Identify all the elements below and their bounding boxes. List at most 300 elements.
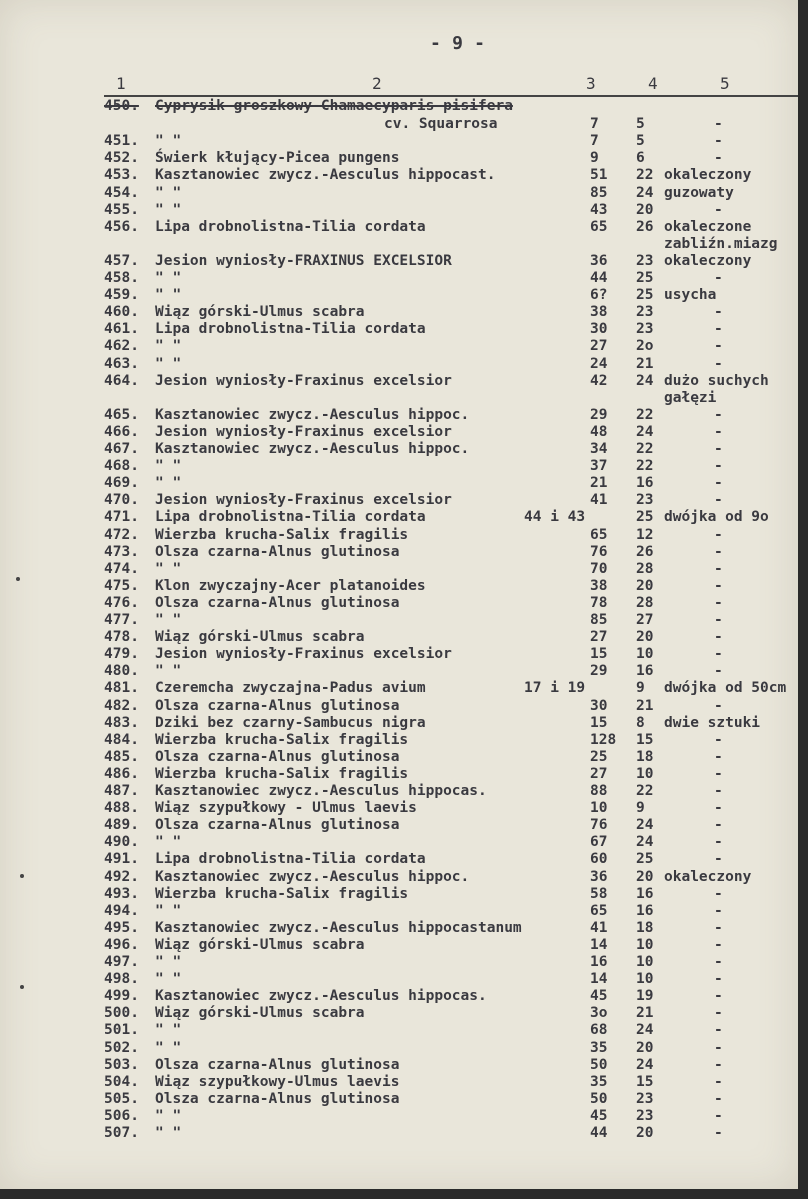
species-name: Olsza czarna-Alnus glutinosa	[155, 748, 400, 765]
trunk-circumference: 29	[590, 663, 608, 680]
species-name: Wiąz górski-Ulmus scabra	[155, 629, 365, 646]
trunk-circumference: 65	[590, 902, 608, 919]
remark: -	[714, 697, 723, 714]
trunk-circumference: 14	[590, 936, 608, 953]
tree-height: 12	[636, 526, 654, 543]
tree-height: 25	[636, 509, 654, 526]
remark-continued: zabliźn.miazg	[664, 235, 778, 252]
species-name: Wierzba krucha-Salix fragilis	[155, 526, 409, 543]
tree-height: 24	[636, 1056, 654, 1073]
remark: dwójka od 9o	[664, 509, 769, 526]
row-number: 464.	[104, 372, 139, 389]
tree-height: 15	[636, 1073, 654, 1090]
tree-height: 22	[636, 441, 654, 457]
remark: -	[714, 1022, 723, 1039]
trunk-circumference: 7	[590, 133, 599, 150]
page-number: - 9 -	[430, 33, 486, 54]
remark: -	[714, 817, 723, 834]
species-name: Olsza czarna-Alnus glutinosa	[155, 594, 400, 611]
species-name: " "	[155, 201, 182, 218]
row-number: 458.	[104, 270, 139, 286]
remark: -	[714, 765, 723, 782]
trunk-circumference: 70	[590, 560, 608, 577]
species-name: Klon zwyczajny-Acer platanoides	[155, 577, 426, 594]
trunk-circumference: 34	[590, 441, 608, 457]
trunk-circumference: 128	[590, 731, 617, 748]
row-number: 499.	[104, 988, 139, 1005]
remark: -	[714, 646, 723, 663]
tree-height: 27	[636, 612, 654, 628]
species-name: " "	[155, 560, 182, 577]
tree-height: 24	[636, 817, 654, 834]
column-header-5: 5	[720, 74, 730, 93]
trunk-circumference: 85	[590, 184, 608, 201]
trunk-circumference: 15	[590, 646, 608, 663]
remark: -	[714, 423, 723, 440]
species-name: Wierzba krucha-Salix fragilis	[155, 731, 409, 748]
remark: okaleczony	[664, 167, 752, 184]
trunk-circumference: 44	[590, 270, 608, 286]
tree-height: 25	[636, 851, 654, 868]
species-name: Dziki bez czarny-Sambucus nigra	[155, 714, 426, 731]
scan-dot	[20, 874, 24, 878]
tree-height: 16	[636, 663, 654, 680]
species-name: Cyprysik groszkowy-Chamaecyparis pisifera	[155, 98, 513, 114]
row-number: 473.	[104, 543, 139, 560]
species-name: Czeremcha zwyczajna-Padus avium	[155, 680, 426, 697]
tree-height: 21	[636, 697, 654, 714]
scan-edge-bottom	[0, 1189, 808, 1199]
tree-height: 23	[636, 321, 654, 338]
trunk-circumference: 25	[590, 748, 608, 765]
diameter-pair: 44 i 43	[524, 509, 586, 526]
trunk-circumference: 50	[590, 1090, 608, 1107]
trunk-circumference: 51	[590, 167, 608, 184]
row-number: 472.	[104, 526, 139, 543]
row-number: 502.	[104, 1039, 139, 1056]
species-name: Lipa drobnolistna-Tilia cordata	[155, 321, 426, 338]
row-number: 479.	[104, 646, 139, 663]
species-name: Kasztanowiec zwycz.-Aesculus hippoc.	[155, 868, 470, 885]
column-header-4: 4	[648, 74, 658, 93]
remark: -	[714, 800, 723, 817]
row-number: 497.	[104, 954, 139, 970]
trunk-circumference: 37	[590, 458, 608, 475]
trunk-circumference: 24	[590, 355, 608, 372]
tree-height: 26	[636, 218, 654, 235]
species-name: Olsza czarna-Alnus glutinosa	[155, 1090, 400, 1107]
tree-height: 22	[636, 167, 654, 184]
tree-height: 25	[636, 287, 654, 304]
row-number: 505.	[104, 1090, 139, 1107]
trunk-circumference: 21	[590, 475, 608, 492]
species-name: Kasztanowiec zwycz.-Aesculus hippoc.	[155, 406, 470, 423]
species-name: " "	[155, 902, 182, 919]
trunk-circumference: 65	[590, 526, 608, 543]
row-number: 465.	[104, 406, 139, 423]
trunk-circumference: 41	[590, 492, 608, 509]
row-number: 475.	[104, 577, 139, 594]
tree-height: 10	[636, 765, 654, 782]
remark: -	[714, 560, 723, 577]
tree-height: 20	[636, 868, 654, 885]
remark: -	[714, 663, 723, 680]
species-name: Kasztanowiec zwycz.-Aesculus hippocas.	[155, 783, 487, 799]
remark: -	[714, 150, 723, 167]
row-number: 493.	[104, 885, 139, 902]
remark: -	[714, 834, 723, 851]
tree-height: 23	[636, 252, 654, 269]
column-header-1: 1	[116, 74, 126, 93]
row-number: 451.	[104, 133, 139, 150]
remark: -	[714, 919, 723, 936]
trunk-circumference: 15	[590, 714, 608, 731]
species-name: " "	[155, 270, 182, 286]
row-number: 457.	[104, 252, 139, 269]
tree-height: 10	[636, 971, 654, 988]
species-name: Kasztanowiec zwycz.-Aesculus hippocastanum	[155, 919, 522, 936]
row-number: 466.	[104, 423, 139, 440]
row-number: 490.	[104, 834, 139, 851]
tree-height: 9	[636, 680, 645, 697]
species-name: Lipa drobnolistna-Tilia cordata	[155, 509, 426, 526]
species-name: " "	[155, 1107, 182, 1124]
species-name: Wiąz szypułkowy-Ulmus laevis	[155, 1073, 400, 1090]
trunk-circumference: 35	[590, 1073, 608, 1090]
trunk-circumference: 65	[590, 218, 608, 235]
trunk-circumference: 43	[590, 201, 608, 218]
remark: dwie sztuki	[664, 714, 761, 731]
tree-height: 23	[636, 304, 654, 321]
trunk-circumference: 85	[590, 612, 608, 628]
tree-height: 8	[636, 714, 645, 731]
tree-height: 20	[636, 1039, 654, 1056]
species-name: Wiąz górski-Ulmus scabra	[155, 1005, 365, 1022]
tree-height: 22	[636, 406, 654, 423]
row-number: 487.	[104, 783, 139, 799]
trunk-circumference: 45	[590, 988, 608, 1005]
trunk-circumference: 30	[590, 697, 608, 714]
trunk-circumference: 38	[590, 577, 608, 594]
trunk-circumference: 10	[590, 800, 608, 817]
trunk-circumference: 58	[590, 885, 608, 902]
row-number: 455.	[104, 201, 139, 218]
trunk-circumference: 68	[590, 1022, 608, 1039]
species-name: Kasztanowiec zwycz.-Aesculus hippocas.	[155, 988, 487, 1005]
tree-height: 20	[636, 201, 654, 218]
tree-height: 26	[636, 543, 654, 560]
tree-height: 10	[636, 646, 654, 663]
remark: -	[714, 458, 723, 475]
tree-height: 16	[636, 885, 654, 902]
trunk-circumference: 9	[590, 150, 599, 167]
row-number: 489.	[104, 817, 139, 834]
trunk-circumference: 6?	[590, 287, 608, 304]
species-name: " "	[155, 1022, 182, 1039]
species-name: " "	[155, 971, 182, 988]
remark: -	[714, 612, 723, 628]
remark: -	[714, 1125, 723, 1141]
tree-height: 23	[636, 1090, 654, 1107]
row-number: 484.	[104, 731, 139, 748]
column-header-3: 3	[586, 74, 596, 93]
trunk-circumference: 45	[590, 1107, 608, 1124]
remark: -	[714, 201, 723, 218]
remark: -	[714, 1056, 723, 1073]
tree-height: 20	[636, 629, 654, 646]
remark: -	[714, 954, 723, 970]
species-name: " "	[155, 1039, 182, 1056]
trunk-circumference: 41	[590, 919, 608, 936]
row-number: 485.	[104, 748, 139, 765]
species-name: " "	[155, 834, 182, 851]
remark: -	[714, 270, 723, 286]
remark: -	[714, 748, 723, 765]
tree-height: 28	[636, 560, 654, 577]
remark-continued: gałęzi	[664, 389, 717, 406]
trunk-circumference: 27	[590, 765, 608, 782]
row-number: 461.	[104, 321, 139, 338]
remark: -	[714, 304, 723, 321]
species-name: " "	[155, 184, 182, 201]
species-name: Wierzba krucha-Salix fragilis	[155, 765, 409, 782]
remark: okaleczony	[664, 252, 752, 269]
tree-height: 22	[636, 458, 654, 475]
row-number: 480.	[104, 663, 139, 680]
row-number: 478.	[104, 629, 139, 646]
species-name: Olsza czarna-Alnus glutinosa	[155, 1056, 400, 1073]
remark: -	[714, 577, 723, 594]
row-number: 476.	[104, 594, 139, 611]
trunk-circumference: 67	[590, 834, 608, 851]
row-number: 469.	[104, 475, 139, 492]
remark: -	[714, 594, 723, 611]
species-name: Jesion wyniosły-FRAXINUS EXCELSIOR	[155, 252, 452, 269]
remark: -	[714, 543, 723, 560]
tree-height: 9	[636, 800, 645, 817]
trunk-circumference: 36	[590, 868, 608, 885]
species-name: Wiąz górski-Ulmus scabra	[155, 304, 365, 321]
tree-height: 16	[636, 475, 654, 492]
tree-height: 2o	[636, 338, 654, 355]
remark: -	[714, 406, 723, 423]
row-number: 501.	[104, 1022, 139, 1039]
tree-height: 5	[636, 116, 645, 133]
species-name: " "	[155, 612, 182, 628]
remark: -	[714, 783, 723, 799]
remark: -	[714, 355, 723, 372]
row-number: 450.	[104, 98, 139, 114]
tree-height: 10	[636, 954, 654, 970]
column-header-2: 2	[372, 74, 382, 93]
trunk-circumference: 29	[590, 406, 608, 423]
species-name: Jesion wyniosły-Fraxinus excelsior	[155, 492, 452, 509]
tree-height: 19	[636, 988, 654, 1005]
remark: -	[714, 885, 723, 902]
remark: -	[714, 1039, 723, 1056]
row-number: 452.	[104, 150, 139, 167]
tree-height: 16	[636, 902, 654, 919]
species-name: Wiąz szypułkowy - Ulmus laevis	[155, 800, 417, 817]
species-name: Jesion wyniosły-Fraxinus excelsior	[155, 423, 452, 440]
remark: -	[714, 492, 723, 509]
tree-height: 24	[636, 834, 654, 851]
row-number: 486.	[104, 765, 139, 782]
species-name: Wiąz górski-Ulmus scabra	[155, 936, 365, 953]
tree-height: 23	[636, 1107, 654, 1124]
row-number: 492.	[104, 868, 139, 885]
species-name: " "	[155, 458, 182, 475]
trunk-circumference: 60	[590, 851, 608, 868]
row-number: 498.	[104, 971, 139, 988]
row-number: 468.	[104, 458, 139, 475]
species-name: " "	[155, 355, 182, 372]
tree-height: 6	[636, 150, 645, 167]
remark: -	[714, 526, 723, 543]
tree-height: 18	[636, 748, 654, 765]
row-number: 470.	[104, 492, 139, 509]
tree-height: 18	[636, 919, 654, 936]
species-name: " "	[155, 475, 182, 492]
species-name: " "	[155, 1125, 182, 1141]
row-number: 481.	[104, 680, 139, 697]
tree-height: 24	[636, 1022, 654, 1039]
remark: -	[714, 475, 723, 492]
tree-height: 24	[636, 423, 654, 440]
row-number: 467.	[104, 441, 139, 457]
species-name: Olsza czarna-Alnus glutinosa	[155, 697, 400, 714]
remark: usycha	[664, 287, 717, 304]
remark: -	[714, 629, 723, 646]
tree-height: 22	[636, 783, 654, 799]
remark: -	[714, 851, 723, 868]
remark: -	[714, 902, 723, 919]
row-number: 491.	[104, 851, 139, 868]
trunk-circumference: 48	[590, 423, 608, 440]
remark: -	[714, 1073, 723, 1090]
remark: -	[714, 441, 723, 457]
remark: -	[714, 116, 723, 133]
species-name: " "	[155, 663, 182, 680]
species-name: cv. Squarrosa	[384, 116, 498, 133]
trunk-circumference: 36	[590, 252, 608, 269]
row-number: 453.	[104, 167, 139, 184]
tree-height: 24	[636, 372, 654, 389]
remark: -	[714, 731, 723, 748]
tree-height: 24	[636, 184, 654, 201]
row-number: 474.	[104, 560, 139, 577]
tree-height: 5	[636, 133, 645, 150]
species-name: Kasztanowiec zwycz.-Aesculus hippocast.	[155, 167, 496, 184]
remark: -	[714, 1005, 723, 1022]
remark: dwójka od 50cm	[664, 680, 787, 697]
row-number: 477.	[104, 612, 139, 628]
row-number: 483.	[104, 714, 139, 731]
tree-height: 28	[636, 594, 654, 611]
tree-height: 20	[636, 577, 654, 594]
remark: -	[714, 1090, 723, 1107]
trunk-circumference: 7	[590, 116, 599, 133]
scan-dot	[20, 985, 24, 989]
tree-height: 10	[636, 936, 654, 953]
tree-height: 20	[636, 1125, 654, 1141]
species-name: Kasztanowiec zwycz.-Aesculus hippoc.	[155, 441, 470, 457]
diameter-pair: 17 i 19	[524, 680, 586, 697]
row-number: 460.	[104, 304, 139, 321]
scan-edge-right	[798, 0, 808, 1199]
tree-height: 23	[636, 492, 654, 509]
row-number: 454.	[104, 184, 139, 201]
row-number: 482.	[104, 697, 139, 714]
row-number: 463.	[104, 355, 139, 372]
trunk-circumference: 44	[590, 1125, 608, 1141]
trunk-circumference: 14	[590, 971, 608, 988]
trunk-circumference: 3o	[590, 1005, 608, 1022]
remark: -	[714, 936, 723, 953]
remark: dużo suchych	[664, 372, 769, 389]
trunk-circumference: 88	[590, 783, 608, 799]
scan-dot	[16, 577, 20, 581]
row-number: 462.	[104, 338, 139, 355]
remark: -	[714, 988, 723, 1005]
species-name: Wierzba krucha-Salix fragilis	[155, 885, 409, 902]
trunk-circumference: 27	[590, 338, 608, 355]
species-name: " "	[155, 133, 182, 150]
remark: okaleczony	[664, 868, 752, 885]
trunk-circumference: 78	[590, 594, 608, 611]
species-name: Jesion wyniosły-Fraxinus excelsior	[155, 372, 452, 389]
species-name: " "	[155, 287, 182, 304]
tree-height: 21	[636, 355, 654, 372]
row-number: 496.	[104, 936, 139, 953]
remark: guzowaty	[664, 184, 734, 201]
trunk-circumference: 76	[590, 543, 608, 560]
remark: -	[714, 321, 723, 338]
remark: -	[714, 1107, 723, 1124]
species-name: Jesion wyniosły-Fraxinus excelsior	[155, 646, 452, 663]
species-name: Lipa drobnolistna-Tilia cordata	[155, 851, 426, 868]
trunk-circumference: 27	[590, 629, 608, 646]
remark: -	[714, 338, 723, 355]
trunk-circumference: 50	[590, 1056, 608, 1073]
row-number: 507.	[104, 1125, 139, 1141]
species-name: Świerk kłujący-Picea pungens	[155, 150, 400, 167]
row-number: 495.	[104, 919, 139, 936]
species-name: " "	[155, 954, 182, 970]
tree-height: 15	[636, 731, 654, 748]
remark: -	[714, 133, 723, 150]
trunk-circumference: 30	[590, 321, 608, 338]
row-number: 456.	[104, 218, 139, 235]
remark: -	[714, 971, 723, 988]
tree-height: 21	[636, 1005, 654, 1022]
row-number: 504.	[104, 1073, 139, 1090]
tree-height: 25	[636, 270, 654, 286]
row-number: 503.	[104, 1056, 139, 1073]
trunk-circumference: 38	[590, 304, 608, 321]
row-number: 471.	[104, 509, 139, 526]
trunk-circumference: 42	[590, 372, 608, 389]
row-number: 488.	[104, 800, 139, 817]
row-number: 500.	[104, 1005, 139, 1022]
species-name: Olsza czarna-Alnus glutinosa	[155, 543, 400, 560]
species-name: Lipa drobnolistna-Tilia cordata	[155, 218, 426, 235]
trunk-circumference: 76	[590, 817, 608, 834]
species-name: " "	[155, 338, 182, 355]
row-number: 459.	[104, 287, 139, 304]
species-name: Olsza czarna-Alnus glutinosa	[155, 817, 400, 834]
remark: okaleczone	[664, 218, 752, 235]
